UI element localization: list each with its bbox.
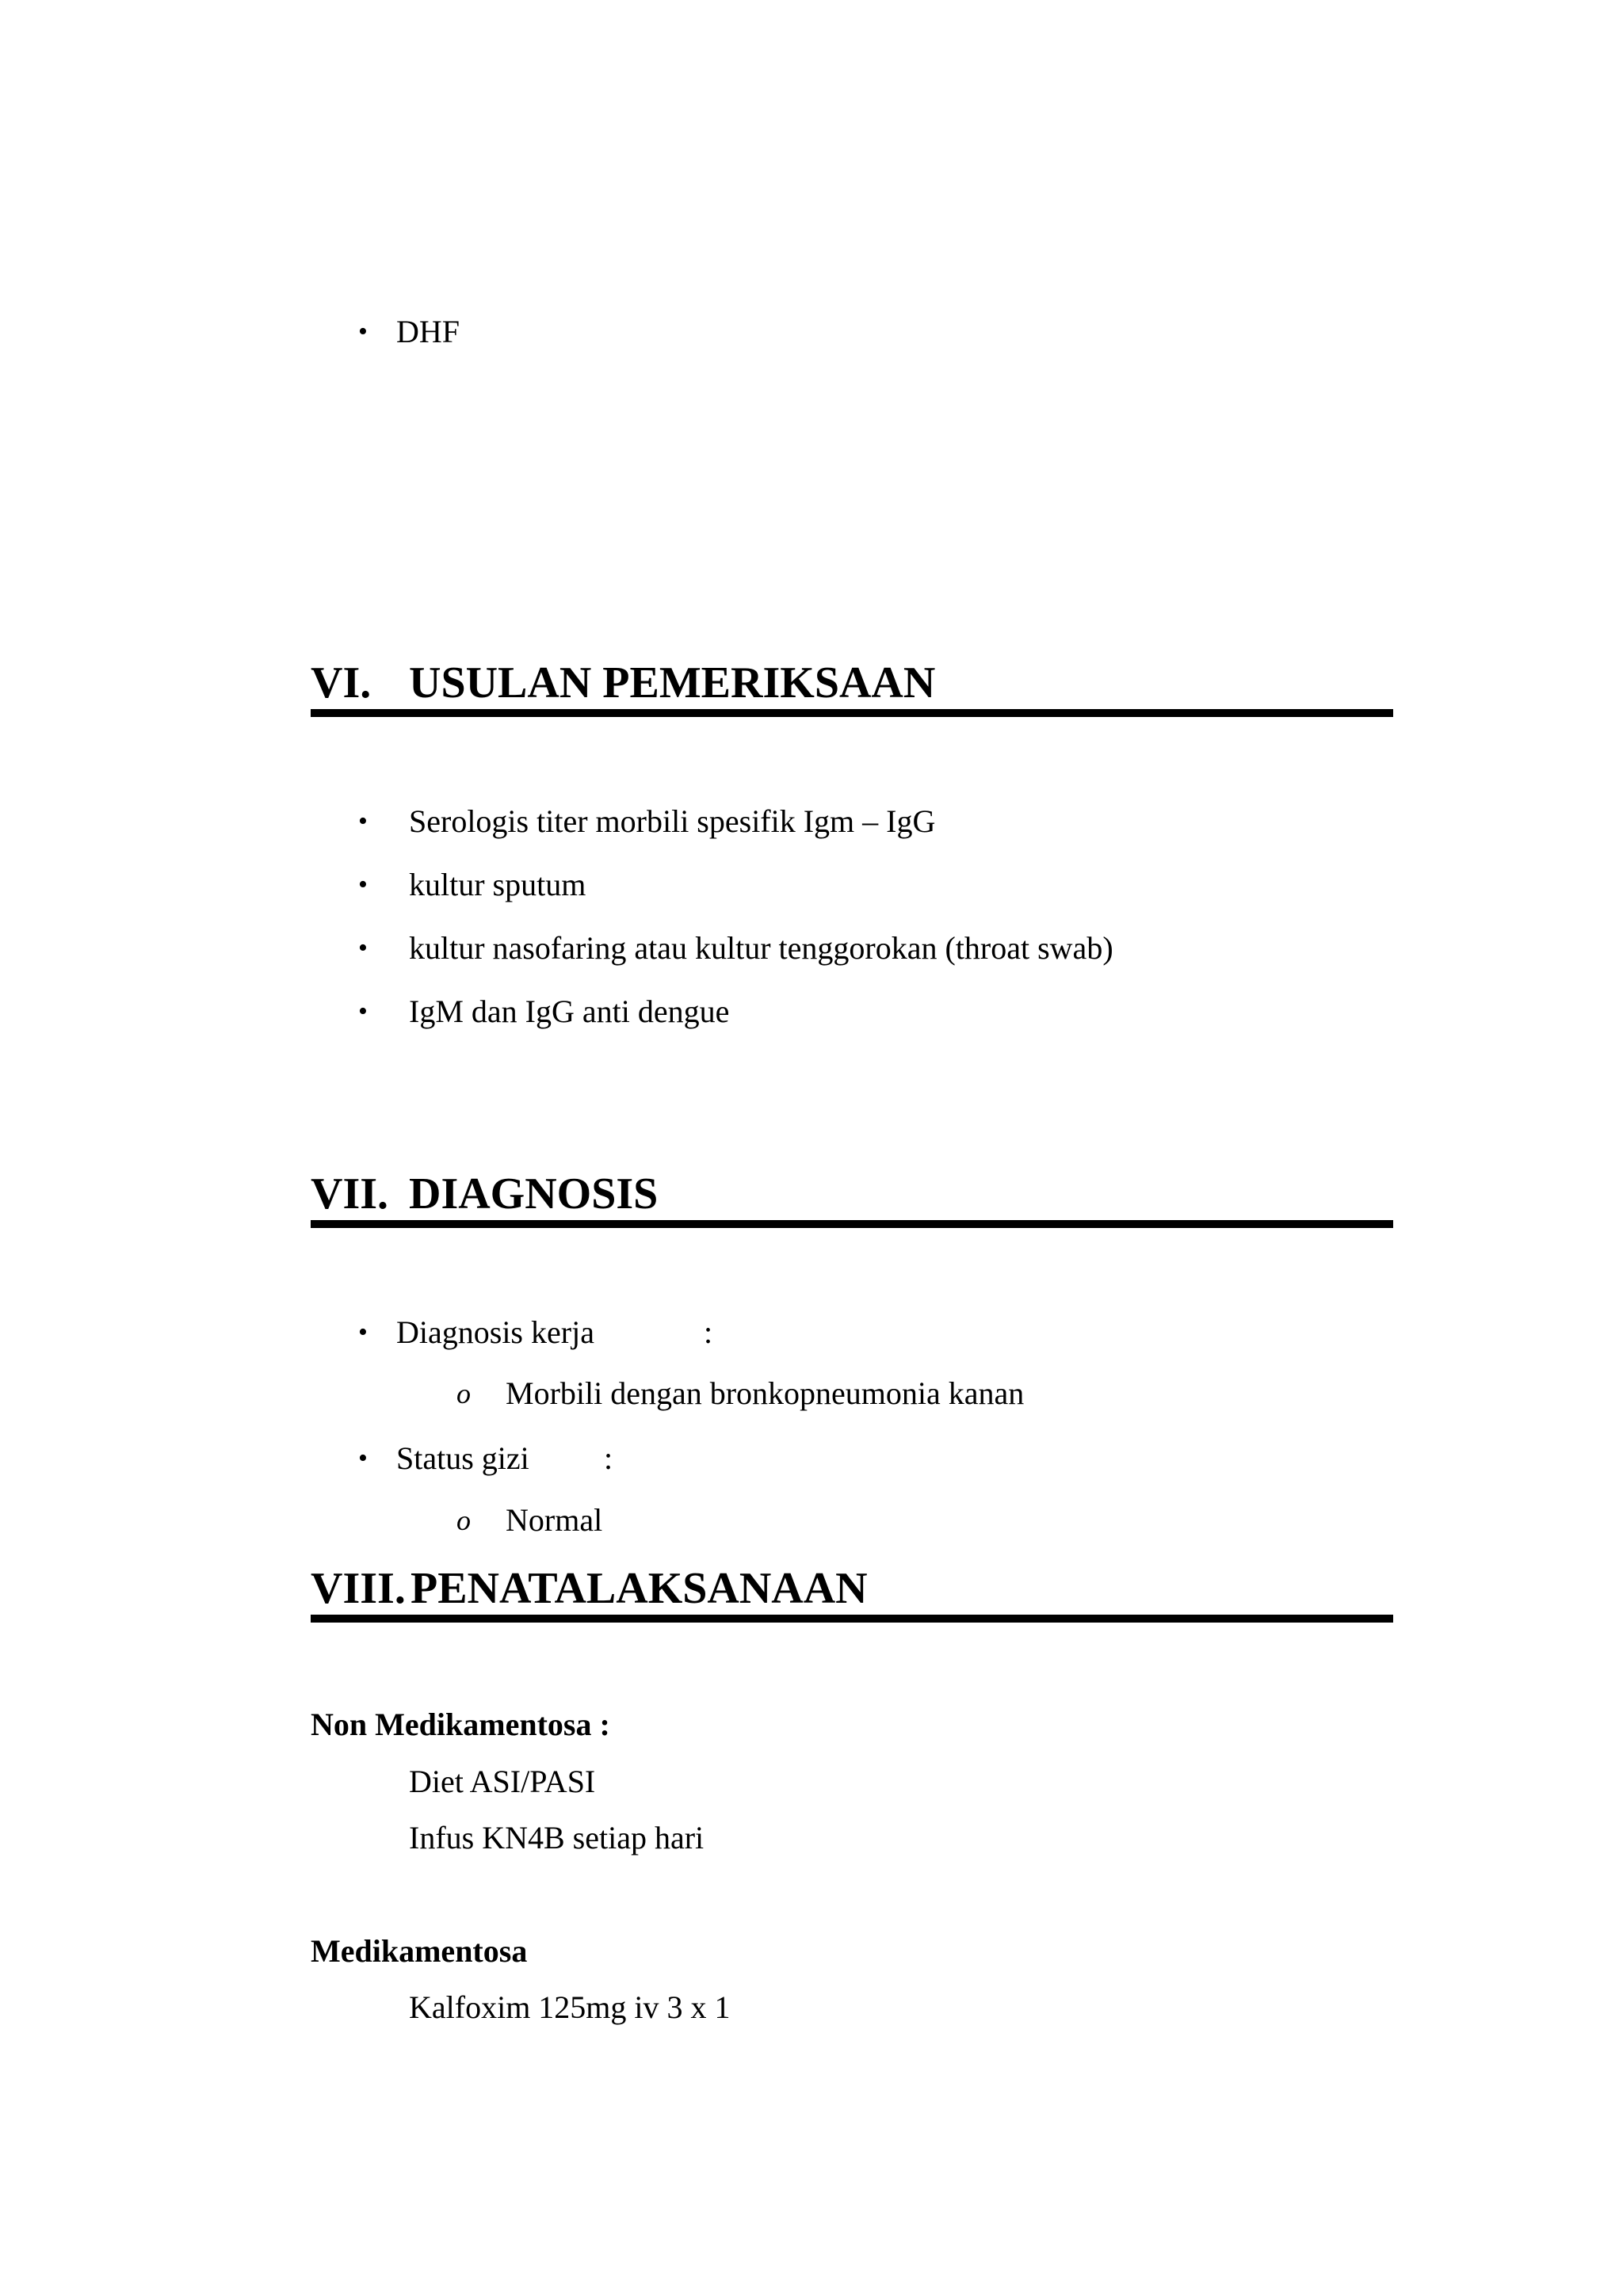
med-item: Kalfoxim 125mg iv 3 x 1 [409,1989,731,2025]
section-vii-number: VII. [311,1169,389,1219]
status-gizi-colon: : [604,1440,613,1476]
section-vii-title: DIAGNOSIS [409,1169,659,1219]
section-viii-rule [311,1615,1393,1623]
section-vi-number: VI. [311,658,372,707]
non-med-item: Infus KN4B setiap hari [409,1820,705,1855]
list-item-dhf: DHF [396,314,460,349]
status-gizi-value: Normal [506,1502,603,1538]
section-vi-rule [311,709,1393,717]
list-bullet: • [358,317,368,346]
section-viii-title: PENATALAKSANAAN [411,1564,868,1613]
sub-bullet: o [456,1505,471,1536]
list-bullet: • [358,1318,368,1347]
list-item: IgM dan IgG anti dengue [409,994,730,1029]
list-bullet: • [358,1444,368,1473]
list-bullet: • [358,807,368,836]
non-med-heading: Non Medikamentosa : [311,1707,610,1742]
list-item: kultur nasofaring atau kultur tenggorokan (throat swab) [409,930,1113,966]
list-bullet: • [358,933,368,963]
list-bullet: • [358,997,368,1026]
list-item: kultur sputum [409,867,586,902]
diagnosis-value: Morbili dengan bronkopneumonia kanan [506,1375,1025,1411]
med-heading: Medikamentosa [311,1933,528,1969]
section-vi-title: USULAN PEMERIKSAAN [409,658,936,707]
section-vii-rule [311,1220,1393,1228]
sub-bullet: o [456,1378,471,1409]
list-bullet: • [358,870,368,899]
diagnosis-label: Diagnosis kerja [396,1314,594,1350]
list-item: Serologis titer morbili spesifik Igm – IgG [409,803,936,839]
non-med-item: Diet ASI/PASI [409,1764,596,1799]
section-viii-number: VIII. [311,1564,406,1613]
diagnosis-colon: : [704,1314,713,1350]
status-gizi-label: Status gizi [396,1440,529,1476]
